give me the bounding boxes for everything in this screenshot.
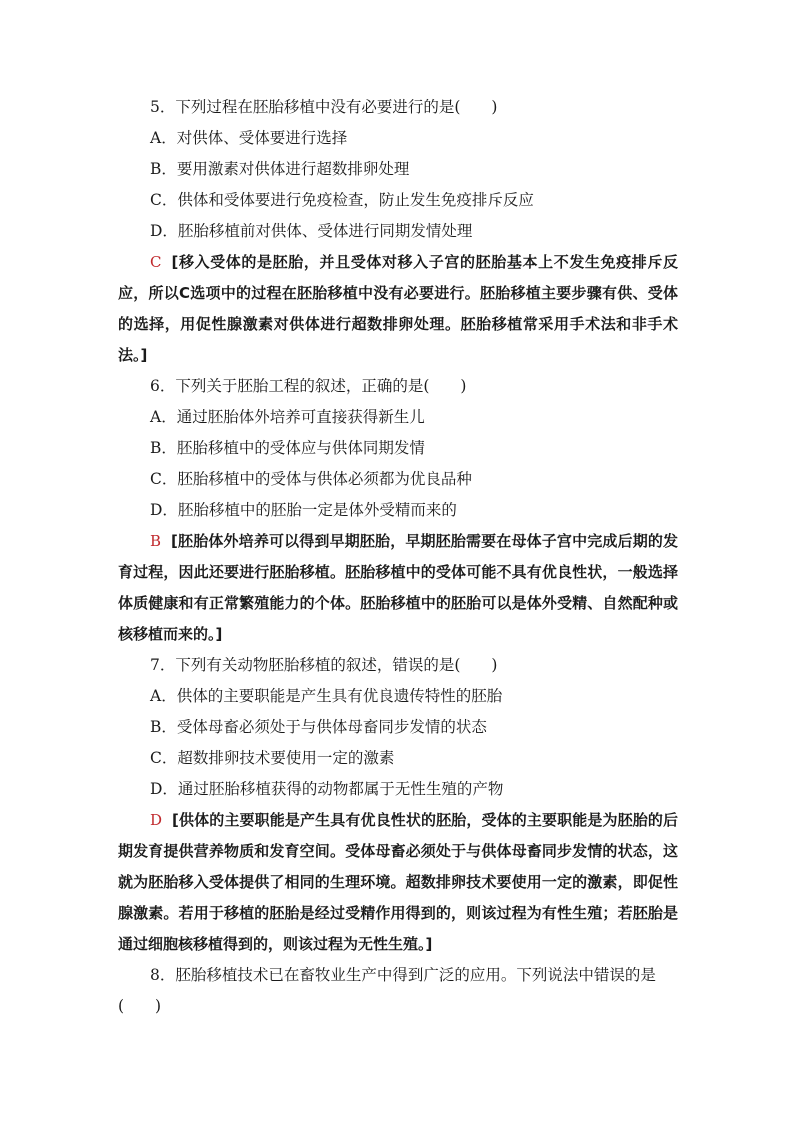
answer-explanation	[118, 247, 678, 371]
option-b: B．受体母畜必须处于与供体母畜同步发情的状态	[150, 718, 487, 736]
answer-explanation	[118, 805, 678, 960]
option-d: D．胚胎移植中的胚胎一定是体外受精而来的	[150, 501, 457, 519]
question-8	[118, 960, 678, 1022]
explanation-text: [供体的主要职能是产生具有优良性状的胚胎，受体的主要职能是为胚胎的后期发育提供营养物质和发育空间。受体母畜必须处于与供体母畜同步发情的状态，这就为胚胎移入受体提供了相同的生理环境。超数排卵技术要使用一定的激素，即促性腺激素。若用于移植的胚胎是经过受精作用得到的，则该过程为有性生殖；若胚胎是通过细胞核移植得到的，则该过程为无性生殖。]	[118, 811, 678, 953]
option-c: C．胚胎移植中的受体与供体必须都为优良品种	[150, 470, 472, 488]
option-d: D．通过胚胎移植获得的动物都属于无性生殖的产物	[150, 780, 504, 798]
option-d: D．胚胎移植前对供体、受体进行同期发情处理	[150, 222, 473, 240]
option-a: A．供体的主要职能是产生具有优良遗传特性的胚胎	[150, 687, 503, 705]
document-page	[118, 92, 678, 1022]
explanation-text: [移入受体的是胚胎，并且受体对移入子宫的胚胎基本上不发生免疫排斥反应，所以C选项中的过程在胚胎移植中没有必要进行。胚胎移植主要步骤有供、受体的选择，用促性腺激素对供体进行超数排卵处理。胚胎移植常采用手术法和非手术法。]	[118, 253, 678, 364]
answer-letter: B	[150, 532, 162, 550]
question-stem: 6．下列关于胚胎工程的叙述，正确的是( )	[150, 377, 467, 395]
option-c: C．供体和受体要进行免疫检查，防止发生免疫排斥反应	[150, 191, 534, 209]
option-a: A．通过胚胎体外培养可直接获得新生儿	[150, 408, 425, 426]
answer-explanation	[118, 526, 678, 650]
option-b: B．要用激素对供体进行超数排卵处理	[150, 160, 410, 178]
question-7	[118, 650, 678, 960]
option-c: C．超数排卵技术要使用一定的激素	[150, 749, 395, 767]
question-5	[118, 92, 678, 371]
option-a: A．对供体、受体要进行选择	[150, 129, 348, 147]
question-stem: 8．胚胎移植技术已在畜牧业生产中得到广泛的应用。下列说法中错误的是( )	[118, 966, 656, 1015]
option-b: B．胚胎移植中的受体应与供体同期发情	[150, 439, 425, 457]
explanation-text: [胚胎体外培养可以得到早期胚胎，早期胚胎需要在母体子宫中完成后期的发育过程，因此还要进行胚胎移植。胚胎移植中的受体可能不具有优良性状，一般选择体质健康和有正常繁殖能力的个体。胚胎移植中的胚胎可以是体外受精、自然配种或核移植而来的。]	[118, 532, 678, 643]
answer-letter: C	[150, 253, 162, 271]
answer-letter: D	[150, 811, 163, 829]
question-6	[118, 371, 678, 650]
question-stem: 7．下列有关动物胚胎移植的叙述，错误的是( )	[150, 656, 498, 674]
question-stem: 5．下列过程在胚胎移植中没有必要进行的是( )	[150, 98, 498, 116]
